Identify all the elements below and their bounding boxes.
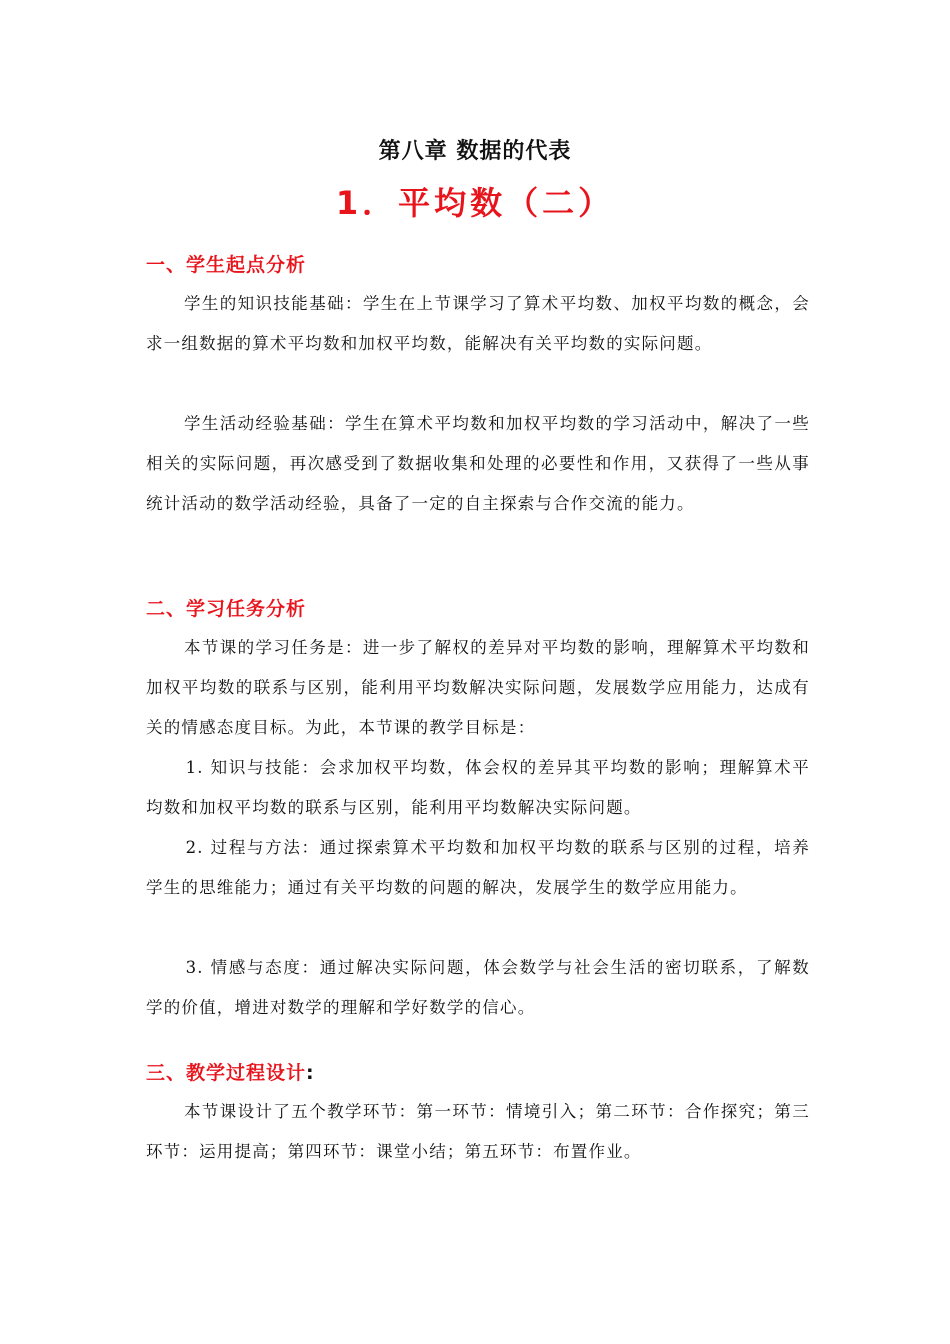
- section-heading-colon: :: [306, 1062, 315, 1084]
- paragraph-knowledge-basis: 学生的知识技能基础：学生在上节课学习了算术平均数、加权平均数的概念，会求一组数据的算术平均数和加权平均数，能解决有关平均数的实际问题。: [146, 294, 810, 353]
- paragraph-teaching-stages: 本节课设计了五个教学环节：第一环节：情境引入；第二环节：合作探究；第三环节：运用提高；第四环节：课堂小结；第五环节：布置作业。: [146, 1102, 810, 1161]
- chapter-title: 第八章 数据的代表: [378, 139, 572, 164]
- paragraph-task-description: 本节课的学习任务是：进一步了解权的差异对平均数的影响，理解算术平均数和加权平均数的联系与区别，能利用平均数解决实际问题，发展数学应用能力，达成有关的情感态度目标。为此，本节课的教学目标是：: [146, 638, 810, 737]
- section-heading-text: 三、教学过程设计: [146, 1062, 307, 1084]
- section-heading-student-analysis: 一、学生起点分析: [146, 254, 307, 276]
- objective-item-knowledge: 1. 知识与技能：会求加权平均数，体会权的差异其平均数的影响；理解算术平均数和加权平均数的联系与区别，能利用平均数解决实际问题。: [146, 758, 810, 817]
- objective-item-attitude: 3. 情感与态度：通过解决实际问题，体会数学与社会生活的密切联系，了解数学的价值，增进对数学的理解和学好数学的信心。: [146, 958, 810, 1017]
- lesson-title: 1．平均数（二）: [335, 184, 615, 222]
- section-heading-task-analysis: 二、学习任务分析: [146, 598, 307, 620]
- paragraph-experience-basis: 学生活动经验基础：学生在算术平均数和加权平均数的学习活动中，解决了一些相关的实际问题，再次感受到了数据收集和处理的必要性和作用，又获得了一些从事统计活动的数学活动经验，具备了一定的自主探索与合作交流的能力。: [146, 414, 810, 513]
- section-heading-teaching-design: [146, 1058, 315, 1085]
- objective-item-process: 2. 过程与方法：通过探索算术平均数和加权平均数的联系与区别的过程，培养学生的思维能力；通过有关平均数的问题的解决，发展学生的数学应用能力。: [146, 838, 810, 897]
